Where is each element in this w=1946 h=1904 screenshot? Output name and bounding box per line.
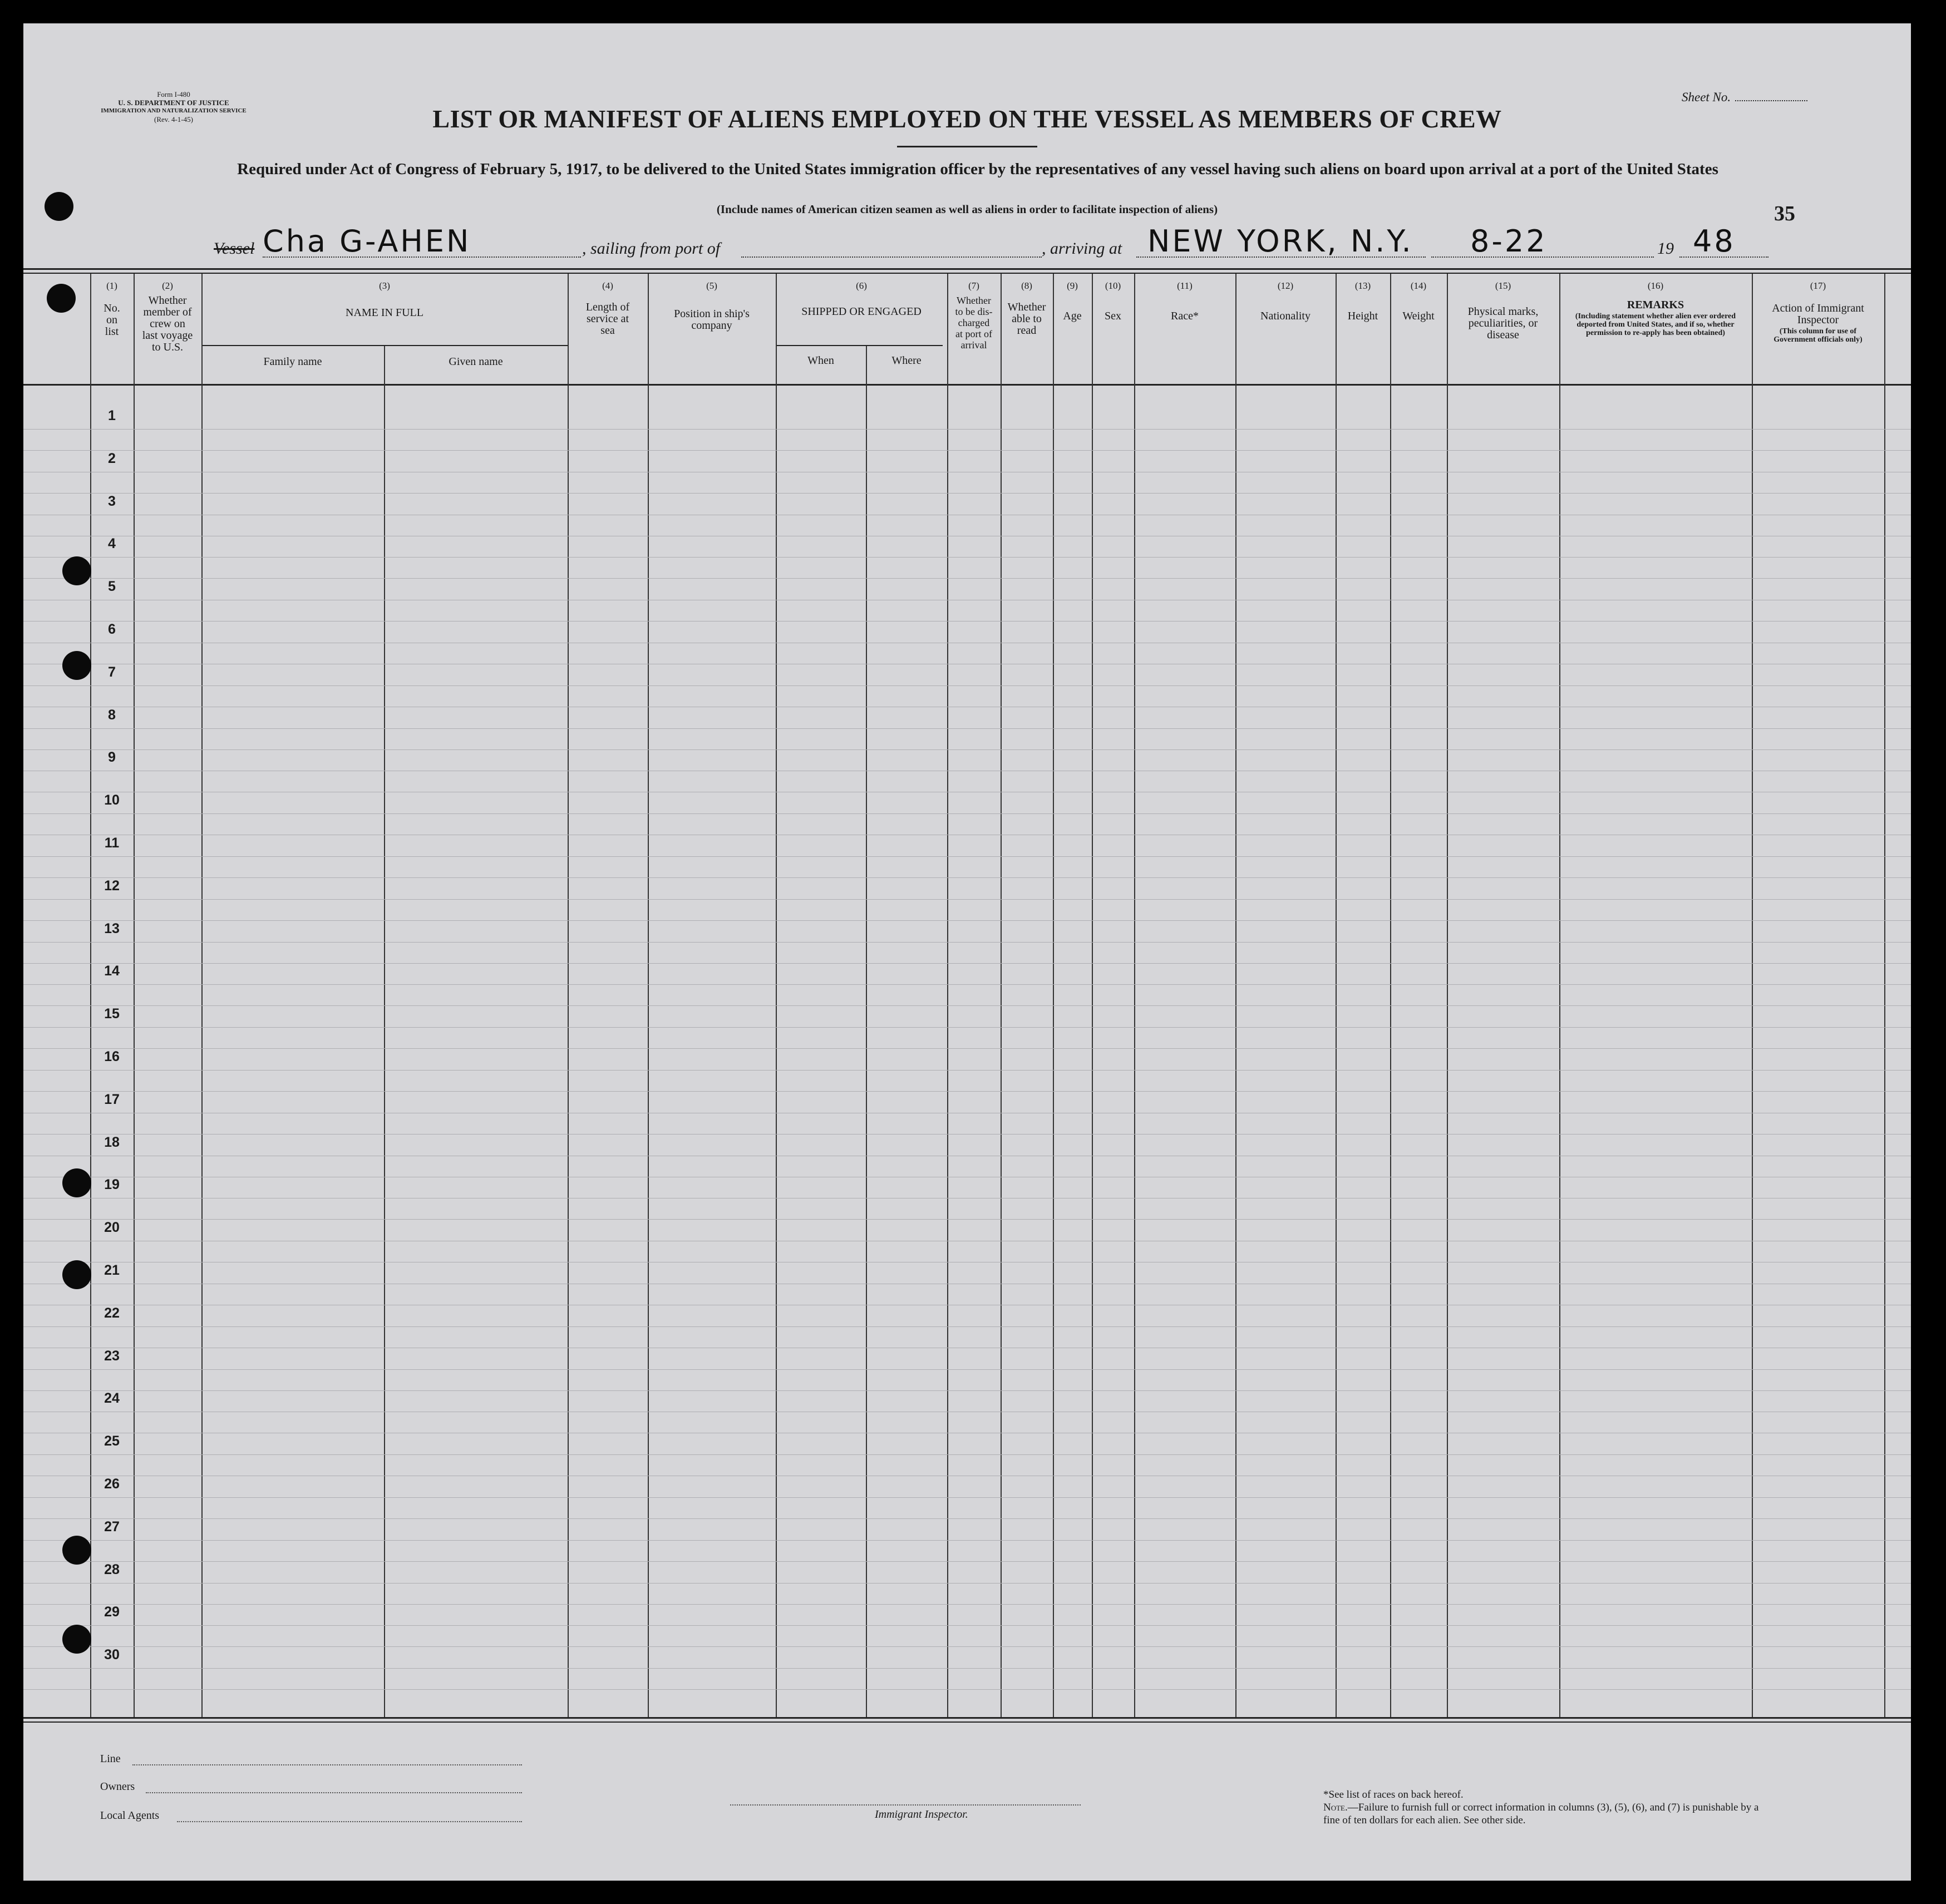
row-rule [23,685,1911,686]
col9-header [1053,280,1092,322]
row-rule [23,984,1911,985]
row-rule [23,963,1911,964]
punch-hole [62,556,91,585]
penalty-note-label: Note. [1323,1802,1348,1813]
inspector-signature-blank [730,1804,1081,1806]
manifest-sheet [23,23,1911,1881]
col7-number: (7) [968,280,979,291]
race-note: *See list of races on back hereof. [1323,1789,1464,1801]
row-rule [23,1027,1911,1028]
row-number: 14 [104,963,120,979]
inspector-label: Immigrant Inspector. [875,1808,968,1821]
col-rule [947,274,948,1717]
row-rule [23,1070,1911,1071]
col-rule [90,274,91,1717]
col16-number: (16) [1647,280,1664,291]
form-service: IMMIGRATION AND NATURALIZATION SERVICE [101,107,247,114]
row-number: 9 [108,749,116,766]
sheet-number [1682,90,1807,105]
col8-header [1001,280,1053,337]
arriving-value: NEW YORK, N.Y. [1147,224,1413,259]
row-number: 15 [104,1006,120,1022]
row-number: 10 [104,792,120,808]
page-subtitle: Required under Act of Congress of February 5, 1917, to be delivered to the United States immigration officer by the representatives of any vessel having such aliens on board upon arrival at a port of the United States [237,160,1718,178]
sailing-label: , sailing from port of [582,239,721,258]
row-number: 30 [104,1647,120,1663]
punch-hole [62,1536,91,1565]
row-number: 17 [104,1091,120,1107]
row-rule [23,1604,1911,1605]
row-number: 19 [104,1177,120,1193]
sailing-blank [741,256,1042,258]
row-rule [23,942,1911,943]
col11-header [1134,280,1235,322]
row-number: 18 [104,1134,120,1150]
col-rule [201,274,203,1717]
footer-local-agents-label: Local Agents [100,1809,160,1822]
col13-header [1336,280,1390,322]
col-rule [1390,274,1391,1717]
row-rule [23,1005,1911,1006]
col15-number: (15) [1495,280,1511,291]
col6-header [776,280,947,318]
form-department: U. S. DEPARTMENT OF JUSTICE [118,98,229,107]
row-number: 7 [108,664,116,680]
arriving-label: , arriving at [1042,239,1122,258]
penalty-note [1323,1801,1768,1827]
col6-when-label: When [807,354,834,367]
page-number: 35 [1774,202,1795,225]
col-rule [1336,274,1337,1717]
row-rule [23,1583,1911,1584]
col2-header [134,280,201,353]
row-rule [23,1048,1911,1049]
row-rule [23,1646,1911,1647]
row-number: 20 [104,1220,120,1236]
punch-hole [62,651,91,680]
col14-header [1390,280,1447,322]
row-rule [23,1326,1911,1327]
col17-header [1752,280,1884,344]
row-rule [23,728,1911,729]
col7-label: Whether to be dis-charged at port of arrival [955,295,993,351]
penalty-note-text: —Failure to furnish full or correct information in columns (3), (5), (6), and (7) is punishable by a fine of ten dollars for each alien. See other side. [1323,1802,1759,1826]
col3-given-label: Given name [449,356,503,368]
row-rule [23,1668,1911,1669]
col6-number: (6) [856,280,867,291]
col10-header [1092,280,1134,322]
row-number: 4 [108,536,116,552]
row-rule [23,920,1911,921]
col17-number: (17) [1810,280,1826,291]
col9-number: (9) [1067,280,1078,291]
col13-number: (13) [1354,280,1371,291]
col-rule [1092,274,1093,1717]
col14-number: (14) [1410,280,1427,291]
row-number: 25 [104,1433,120,1449]
row-rule [23,1561,1911,1562]
footer-local-agents-blank [177,1821,522,1822]
row-number: 21 [104,1262,120,1278]
row-rule [23,429,1911,430]
page-subnote: (Include names of American citizen seamen as well as aliens in order to facilitate inspection of aliens) [716,203,1218,216]
col5-header [648,280,776,332]
col15-header [1447,280,1559,341]
row-rule [23,856,1911,857]
form-number: Form I-480 [157,90,190,98]
row-number: 2 [108,450,116,466]
row-number: 26 [104,1476,120,1492]
footer-notes [1323,1788,1768,1827]
col16-label: REMARKS [1627,299,1684,311]
row-rule [23,450,1911,451]
sheet-number-label: Sheet No. [1682,90,1731,104]
row-number: 8 [108,707,116,723]
col8-number: (8) [1021,280,1032,291]
punch-hole [62,1168,91,1197]
col1-label: No. on list [104,302,120,338]
row-rule [23,578,1911,579]
row-number: 27 [104,1518,120,1535]
col17-label: Action of Immigrant Inspector [1772,302,1864,326]
row-rule [23,899,1911,900]
col-rule [648,274,649,1717]
col14-label: Weight [1402,310,1435,322]
table-bottom-rule-2 [23,1722,1911,1723]
row-number: 24 [104,1390,120,1407]
col6-label: SHIPPED OR ENGAGED [801,305,922,318]
col15-label: Physical marks, peculiarities, or disease [1467,305,1539,341]
col-rule [1559,274,1560,1717]
col4-label: Length of service at sea [585,301,630,337]
row-rule [23,1369,1911,1370]
col-rule [1752,274,1753,1717]
col2-label: Whether member of crew on last voyage to U.S. [142,294,193,353]
row-rule [23,749,1911,750]
row-rule [23,813,1911,814]
row-rule [23,1219,1911,1220]
col6-where-label: Where [891,354,922,367]
col-rule [568,274,569,1717]
punch-hole [45,192,73,221]
row-rule [23,877,1911,878]
col13-label: Height [1347,310,1378,322]
col-rule [1001,274,1002,1717]
col-rule [866,346,867,1717]
col2-number: (2) [162,280,173,291]
form-revision: (Rev. 4-1-45) [154,115,193,124]
col-rule [1053,274,1054,1717]
shipped-subheader-rule [776,345,943,346]
row-number: 29 [104,1604,120,1620]
col8-label: Whether able to read [1007,301,1046,337]
page-title: LIST OR MANIFEST OF ALIENS EMPLOYED ON THE VESSEL AS MEMBERS OF CREW [432,105,1502,133]
col3-header [201,280,568,319]
row-number: 23 [104,1348,120,1364]
col-rule [134,274,135,1717]
col7-header [947,280,1001,351]
table-top-rule-2 [23,273,1911,274]
col11-label: Race* [1171,310,1199,322]
row-rule [23,1625,1911,1626]
row-number: 5 [108,579,116,595]
col-rule [1134,274,1135,1717]
col-rule [1884,274,1885,1717]
col1-header [90,280,134,338]
row-number: 6 [108,621,116,637]
col3-family-label: Family name [263,356,322,368]
row-rule [23,557,1911,558]
col-rule [776,274,777,1717]
col4-header [568,280,648,337]
row-number: 13 [104,920,120,936]
vessel-value: Cha G-AHEN [263,224,471,259]
col9-label: Age [1063,310,1082,322]
year-prefix: 19 [1657,239,1674,258]
col1-number: (1) [106,280,117,291]
title-underline [897,146,1037,147]
row-rule [23,1497,1911,1498]
col3-label: NAME IN FULL [346,307,423,319]
col5-number: (5) [706,280,717,291]
row-rule [23,1454,1911,1455]
col16-sublabel: (Including statement whether alien ever ordered deported from United States, and if so, whether permission to re-apply has been obtained) [1575,312,1736,337]
punch-hole [47,284,76,313]
sheet-number-blank [1735,100,1807,101]
row-number: 3 [108,493,116,509]
row-rule [23,1689,1911,1690]
col12-number: (12) [1277,280,1294,291]
year-value: 48 [1693,224,1736,259]
table-bottom-rule [23,1717,1911,1719]
header-bottom-rule [23,384,1911,386]
row-rule [23,493,1911,494]
col3-number: (3) [379,280,390,291]
col17-sublabel: (This column for use of Government officials only) [1773,327,1863,344]
col-rule [384,346,385,1717]
col5-label: Position in ship's company [674,308,750,332]
row-rule [23,1518,1911,1519]
col4-number: (4) [602,280,613,291]
footer-owners-label: Owners [100,1780,135,1793]
row-rule [23,1390,1911,1391]
footer-line-blank [132,1764,522,1765]
row-number: 1 [108,408,116,423]
col12-header [1235,280,1336,322]
row-number: 16 [104,1049,120,1064]
col-rule [1235,274,1236,1717]
footer-line-label: Line [100,1753,121,1765]
vessel-label: Vessel [214,239,255,258]
footer-owners-blank [146,1792,522,1793]
table-top-rule [23,268,1911,270]
col11-number: (11) [1177,280,1193,291]
row-number: 11 [104,835,120,851]
punch-hole [62,1625,91,1654]
row-rule [23,1540,1911,1541]
row-number: 28 [104,1561,120,1577]
col10-number: (10) [1105,280,1121,291]
row-rule [23,1091,1911,1092]
row-number: 22 [104,1305,120,1321]
date-value: 8-22 [1470,224,1548,259]
col12-label: Nationality [1260,310,1311,322]
col10-label: Sex [1105,310,1121,322]
col-rule [1447,274,1448,1717]
row-number: 12 [104,877,120,894]
col16-header [1559,280,1752,337]
punch-hole [62,1260,91,1289]
